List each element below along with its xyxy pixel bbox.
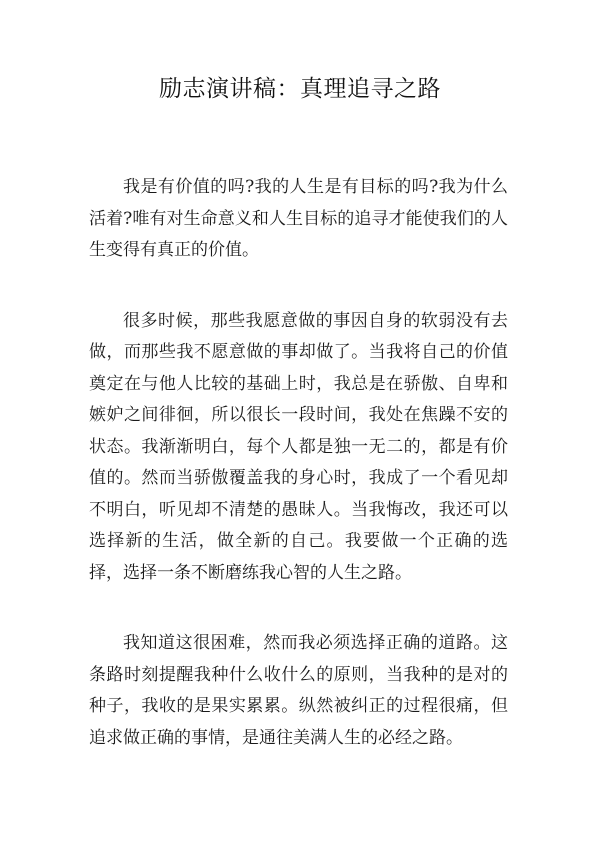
paragraph-1: 我是有价值的吗?我的人生是有目标的吗?我为什么活着?唯有对生命意义和人生目标的追寻才能使我们的人生变得有真正的价值。 (89, 177, 508, 260)
paragraph-2: 很多时候，那些我愿意做的事因自身的软弱没有去做，而那些我不愿意做的事却做了。当我将自己的价值奠定在与他人比较的基础上时，我总是在骄傲、自卑和嫉妒之间徘徊，所以很长一段时间，我处在焦躁不安的状态。我渐渐明白，每个人都是独一无二的，都是有价值的。然而当骄傲覆盖我的身心时，我成了一个看见却不明白，听见却不清楚的愚昧人。当我悔改，我还可以选择新的生活，做全新的自己。我要做一个正确的选择，选择一条不断磨练我心智的人生之路。 (89, 310, 508, 583)
document-body (89, 172, 508, 754)
paragraph-3: 我知道这很困难，然而我必须选择正确的道路。这条路时刻提醒我种什么收什么的原则，当我种的是对的种子，我收的是果实累累。纵然被纠正的过程很痛，但追求做正确的事情，是通往美满人生的必经之路。 (89, 633, 508, 748)
document-title: 励志演讲稿：真理追寻之路 (159, 76, 441, 102)
